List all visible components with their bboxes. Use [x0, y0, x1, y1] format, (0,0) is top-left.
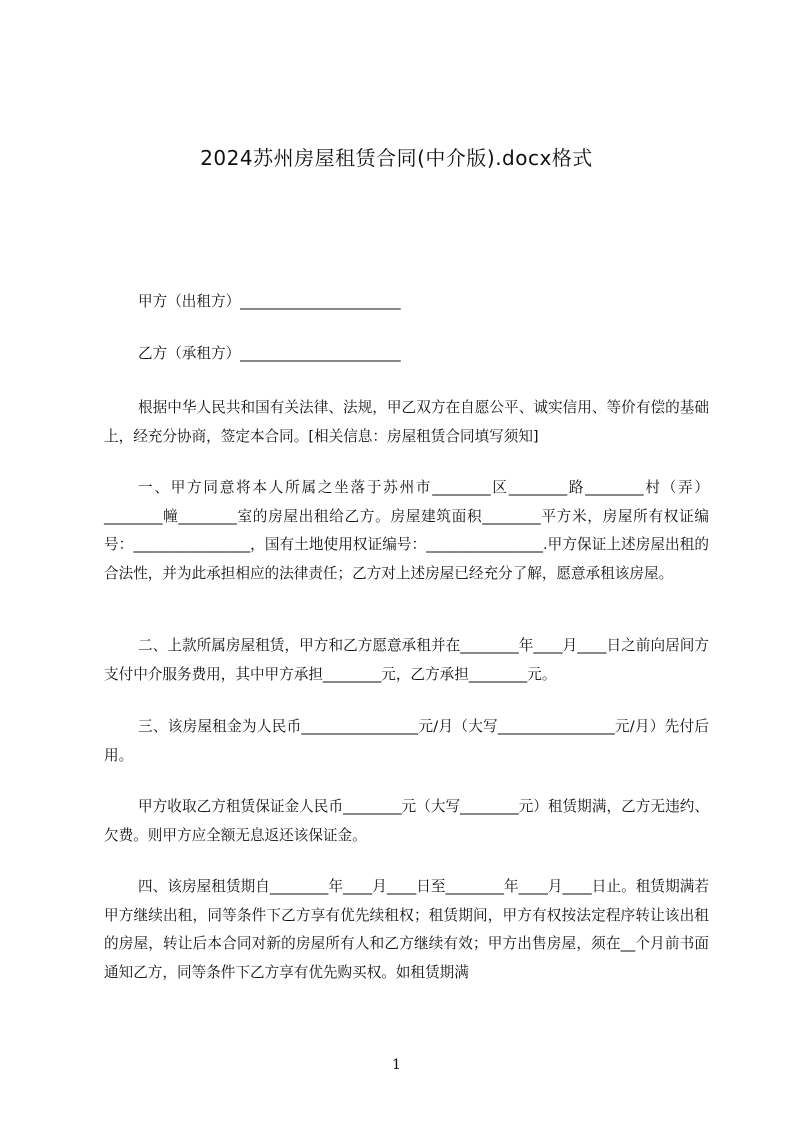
party-a-line: 甲方（出租方）______________________ [138, 293, 401, 310]
paragraph-preamble [104, 394, 709, 451]
page-number: 1 [392, 1057, 401, 1073]
paragraph-clause-1 [104, 474, 709, 588]
paragraph-text: 根据中华人民共和国有关法律、法规，甲乙双方在自愿公平、诚实信用、等价有偿的基础上，经充分协商，签定本合同。[相关信息：房屋租赁合同填写须知] [104, 399, 709, 445]
paragraph-clause-2 [104, 632, 709, 689]
paragraph-clause-4 [104, 873, 709, 987]
paragraph-clause-3 [104, 713, 709, 770]
party-b-line: 乙方（承租方）______________________ [138, 345, 401, 362]
paragraph-text: 二、上款所属房屋租赁，甲方和乙方愿意承租并在________年____月____日之前向居间方支付中介服务费用，其中甲方承担________元，乙方承担________元。 [104, 637, 709, 683]
document-title: 2024苏州房屋租赁合同(中介版).docx格式 [200, 146, 593, 170]
paragraph-text: 一、甲方同意将本人所属之坐落于苏州市________区________路________村（弄）________幢________室的房屋出租给乙方。房屋建筑面积________平方米，房屋所有权证编号：________________，国有土地使用权证编号：________________.甲方保证上述房屋出租的合法性，并为此承担相应的法律责任；乙方对上述房屋已经充分了解，愿意承租该房屋。 [104, 479, 709, 582]
paragraph-text: 三、该房屋租金为人民币________________元/月（大写________________元/月）先付后用。 [104, 718, 709, 764]
paragraph-text: 四、该房屋租赁期自________年____月____日至________年____月____日止。租赁期满若甲方继续出租，同等条件下乙方享有优先续租权；租赁期间，甲方有权按法定程序转让该出租的房屋，转让后本合同对新的房屋所有人和乙方继续有效；甲方出售房屋，须在__个月前书面通知乙方，同等条件下乙方享有优先购买权。如租赁期满 [104, 878, 709, 981]
paragraph-text: 甲方收取乙方租赁保证金人民币________元（大写________元）租赁期满，乙方无违约、欠费。则甲方应全额无息返还该保证金。 [104, 798, 709, 844]
paragraph-deposit [104, 793, 709, 850]
